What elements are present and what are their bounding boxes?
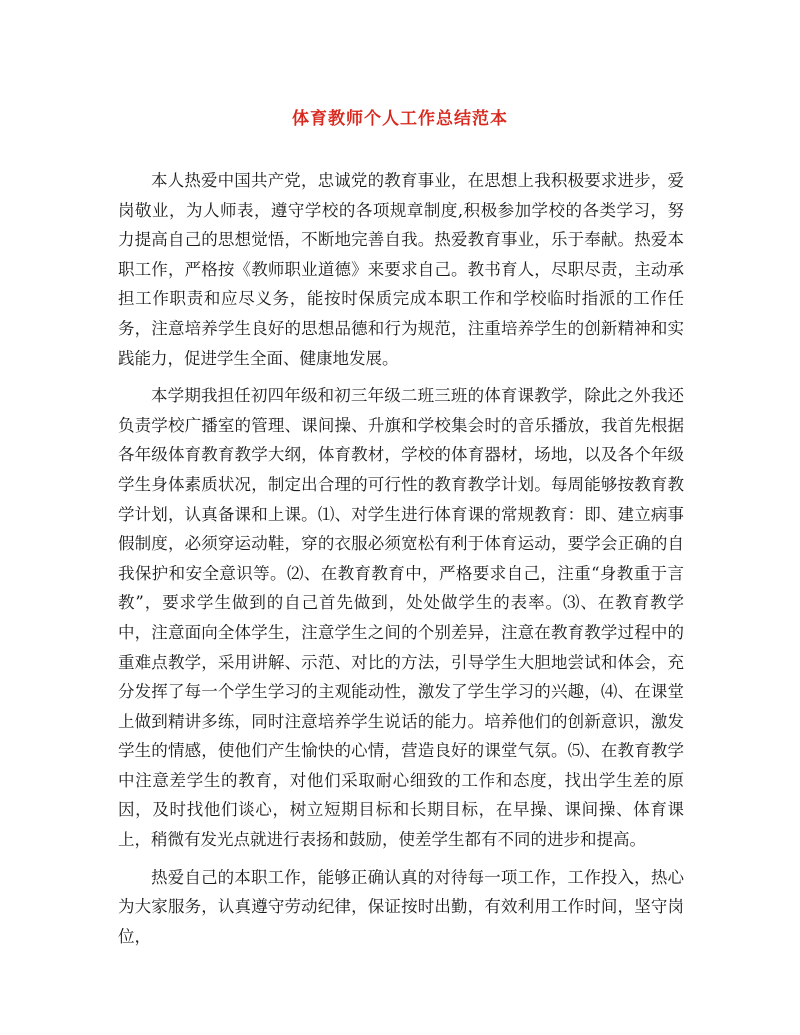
body-paragraph-2: 本学期我担任初四年级和初三年级二班三班的体育课教学，除此之外我还负责学校广播室的管理、课间操、升旗和学校集会时的音乐播放，我首先根据各年级体育教育教学大纲，体育教材，学校的体育器材，场地，以及各个年级学生身体素质状况，制定出合理的可行性的教育教学计划。每周能够按教育教学计划，认真备课和上课。⑴、对学生进行体育课的常规教育：即、建立病事假制度，必须穿运动鞋，穿的衣服必须宽松有利于体育运动，要学会正确的自我保护和安全意识等。⑵、在教育教育中，严格要求自己，注重“身教重于言教”，要求学生做到的自己首先做到，处处做学生的表率。⑶、在教育教学中，注意面向全体学生，注意学生之间的个别差异，注意在教育教学过程中的重难点教学，采用讲解、示范、对比的方法，引导学生大胆地尝试和体会，充分发挥了每一个学生学习的主观能动性，激发了学生学习的兴趣，⑷、在课堂上做到精讲多练，同时注意培养学生说话的能力。培养他们的创新意识，激发学生的情感，使他们产生愉快的心情，营造良好的课堂气氛。⑸、在教育教学中注意差学生的教育，对他们采取耐心细致的工作和态度，找出学生差的原因，及时找他们谈心，树立短期目标和长期目标，在早操、课间操、体育课上，稍微有发光点就进行表扬和鼓励，使差学生都有不同的进步和提高。 xyxy=(118,386,684,850)
document-title: 体育教师个人工作总结范本 xyxy=(292,109,508,129)
body-paragraph-3: 热爱自己的本职工作，能够正确认真的对待每一项工作，工作投入，热心为大家服务，认真遵守劳动纪律，保证按时出勤，有效利用工作时间，坚守岗位， xyxy=(118,867,684,946)
body-paragraph-1: 本人热爱中国共产党，忠诚党的教育事业，在思想上我积极要求进步，爱岗敬业，为人师表，遵守学校的各项规章制度,积极参加学校的各类学习，努力提高自己的思想觉悟，不断地完善自我。热爱教育事业，乐于奉献。热爱本职工作，严格按《教师职业道德》来要求自己。教书育人，尽职尽责，主动承担工作职责和应尽义务，能按时保质完成本职工作和学校临时指派的工作任务，注意培养学生良好的思想品德和行为规范，注重培养学生的创新精神和实践能力，促进学生全面、健康地发展。 xyxy=(118,171,684,368)
document-body xyxy=(118,166,684,959)
